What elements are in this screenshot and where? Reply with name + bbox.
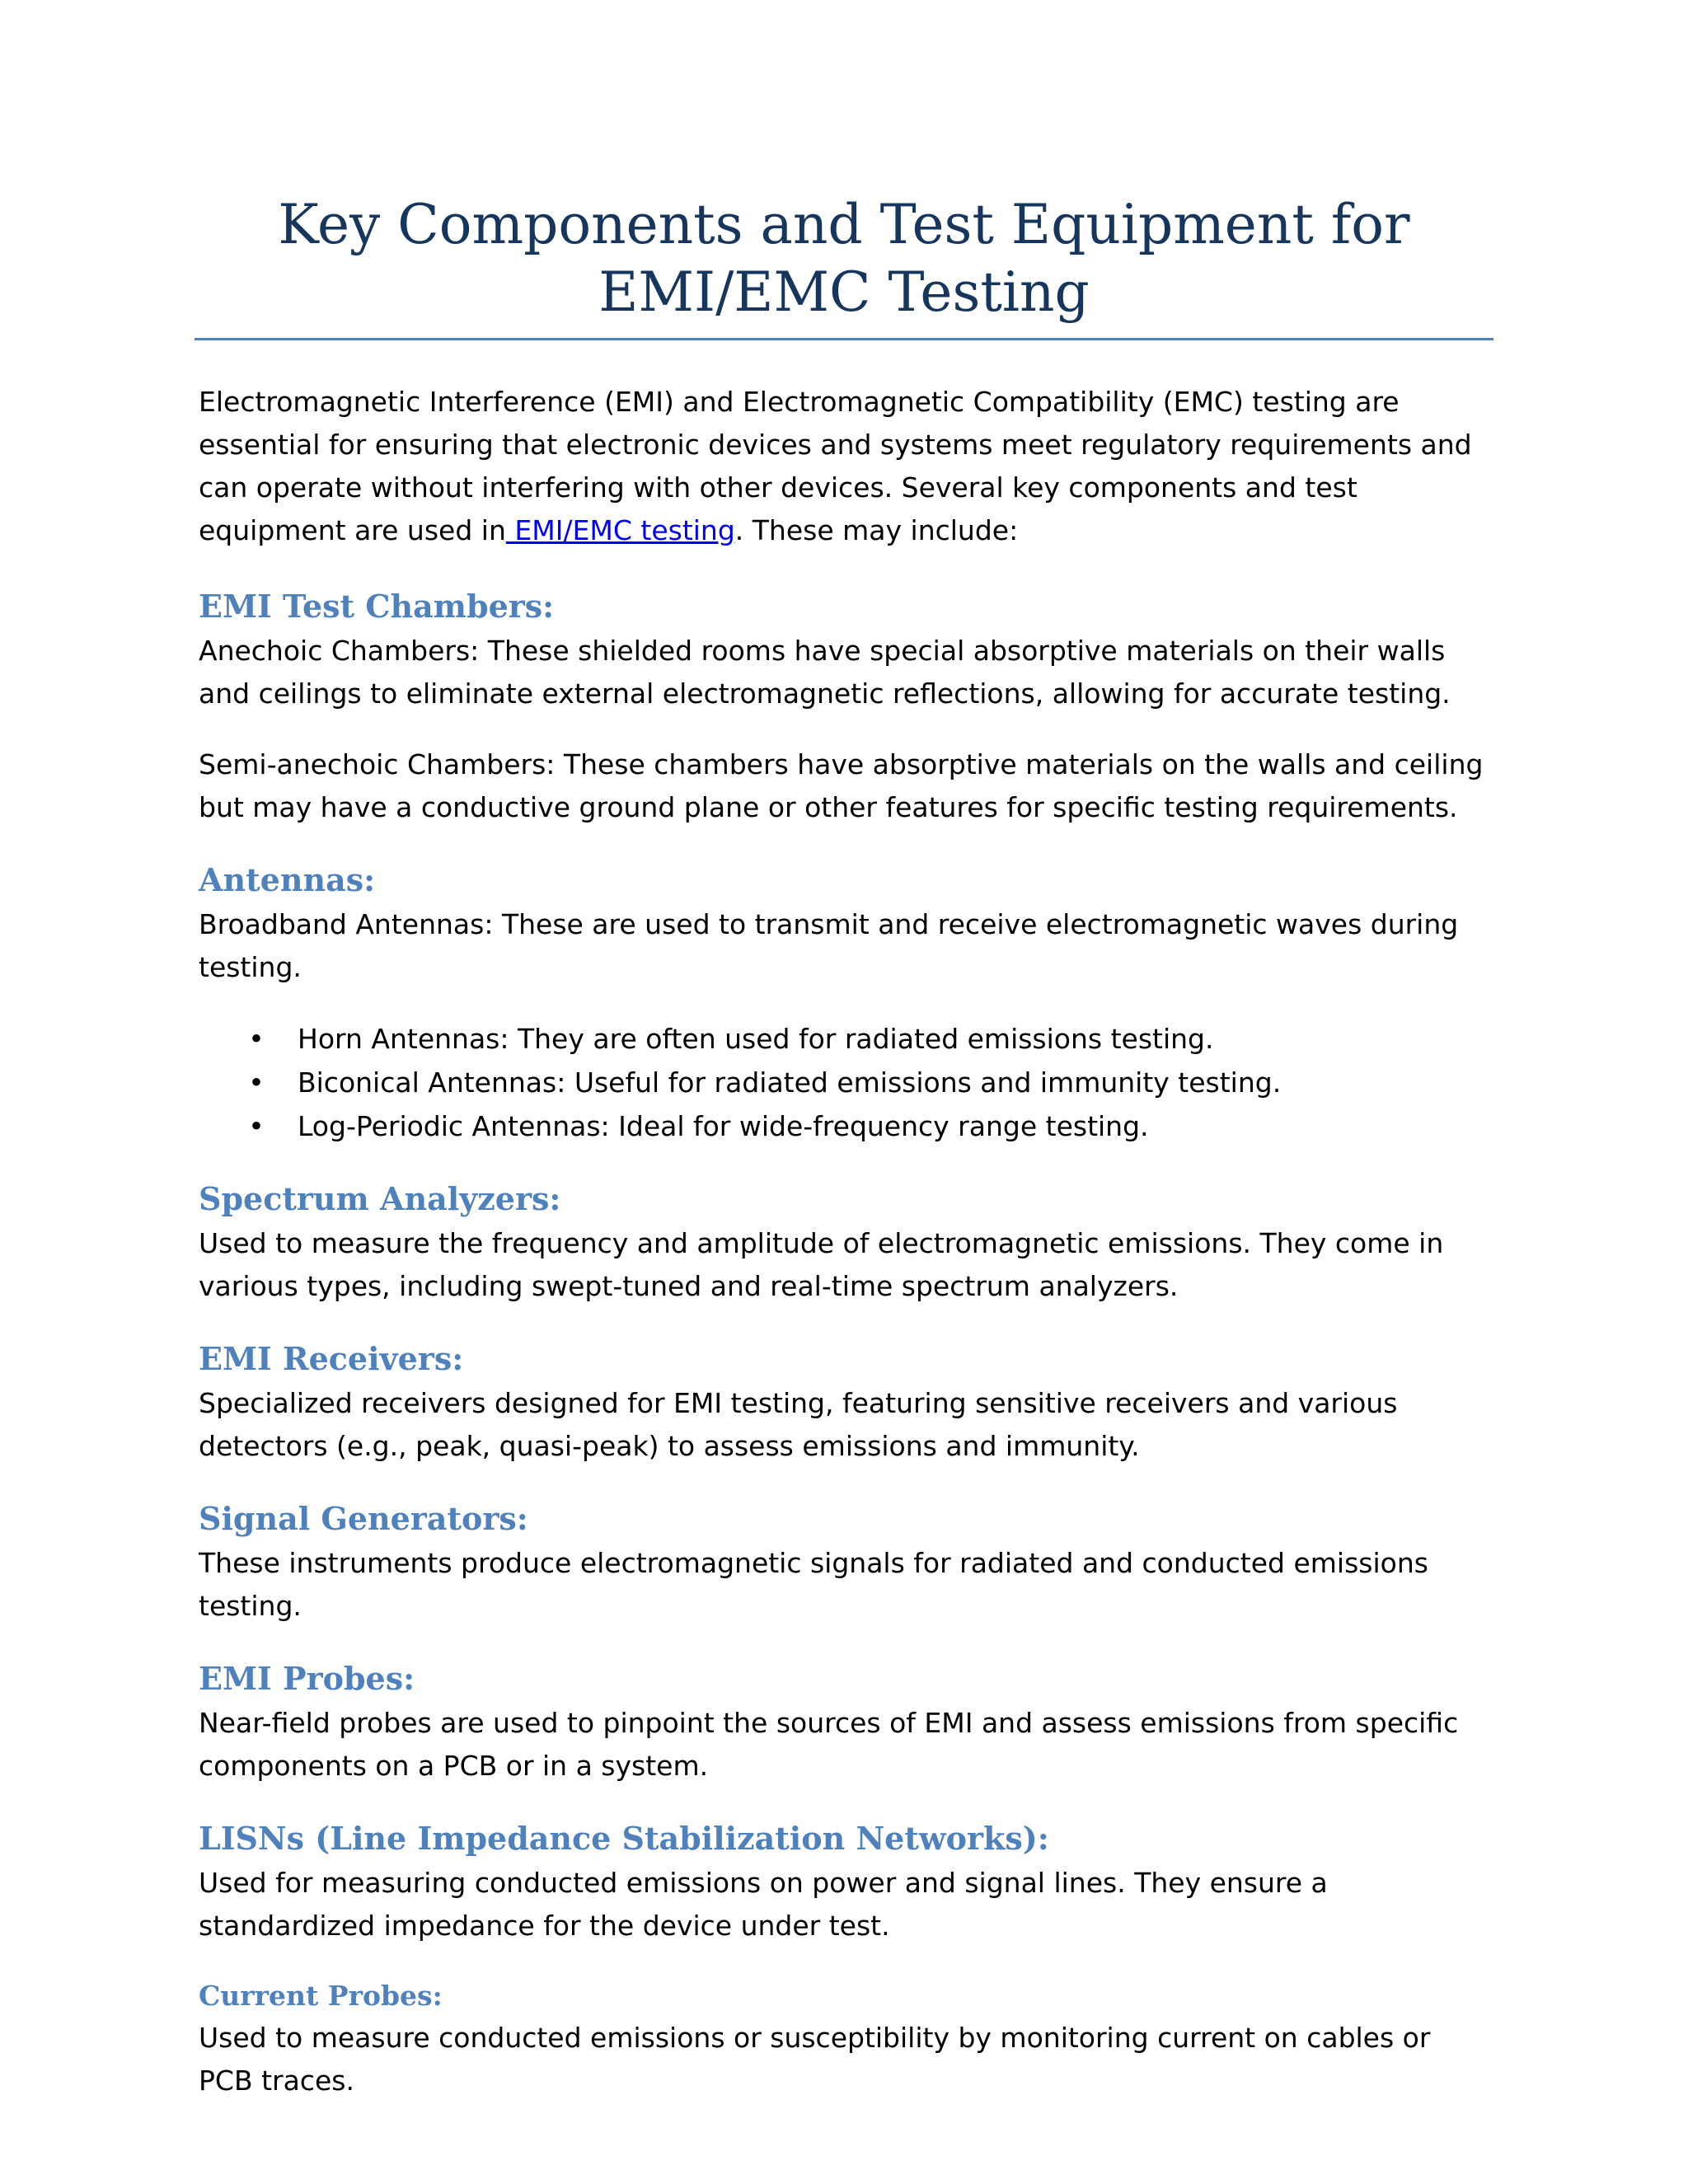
heading-antennas: Antennas: — [199, 861, 376, 898]
heading-emi-probes: EMI Probes: — [199, 1660, 415, 1697]
intro-text: Electromagnetic Interference (EMI) and Electromagnetic Compatibility (EMC) testing are essential for ensuring that electronic devices and systems meet regulatory requirements and can operate without interfering with other devices. Several key components and test equipment are used in — [199, 386, 1472, 546]
list-item — [199, 1061, 1489, 1104]
paragraph-emi-receivers: Specialized receivers designed for EMI testing, featuring sensitive receivers and various detectors (e.g., peak, quasi-peak) to assess emissions and immunity. — [199, 1387, 1398, 1462]
heading-spectrum-analyzers: Spectrum Analyzers: — [199, 1180, 561, 1217]
intro-paragraph — [199, 381, 1489, 552]
paragraph-spectrum-analyzers: Used to measure the frequency and amplitude of electromagnetic emissions. They come in various types, including swept-tuned and real-time spectrum analyzers. — [199, 1227, 1444, 1302]
heading-emi-receivers: EMI Receivers: — [199, 1340, 464, 1377]
list-item-text: Horn Antennas: They are often used for radiated emissions testing. — [298, 1023, 1214, 1055]
list-item — [199, 1017, 1489, 1061]
paragraph-current-probes: Used to measure conducted emissions or susceptibility by monitoring current on cables or PCB traces. — [199, 2022, 1431, 2097]
bullet-icon: • — [248, 1066, 265, 1099]
list-item-text: Biconical Antennas: Useful for radiated emissions and immunity testing. — [298, 1066, 1282, 1099]
document-title: Key Components and Test Equipment for EMI/EMC Testing — [278, 193, 1410, 324]
paragraph-emi-probes: Near-field probes are used to pinpoint the sources of EMI and assess emissions from specific components on a PCB or in a system. — [199, 1707, 1459, 1782]
heading-signal-generators: Signal Generators: — [199, 1500, 528, 1537]
heading-current-probes: Current Probes: — [199, 1980, 443, 2012]
paragraph-anechoic-chambers: Anechoic Chambers: These shielded rooms have special absorptive materials on their walls and ceilings to eliminate external electromagnetic reflections, allowing for accurate testing. — [199, 635, 1451, 710]
title-divider — [195, 338, 1493, 340]
intro-text-end: . These may include: — [734, 514, 1019, 546]
paragraph-broadband-antennas: Broadband Antennas: These are used to transmit and receive electromagnetic waves during testing. — [199, 908, 1459, 983]
emi-emc-testing-link[interactable]: EMI/EMC testing — [505, 514, 735, 546]
list-item-text: Log-Periodic Antennas: Ideal for wide-frequency range testing. — [298, 1110, 1149, 1142]
heading-lisns: LISNs (Line Impedance Stabilization Networks): — [199, 1820, 1049, 1857]
antenna-bullet-list — [199, 1017, 1489, 1148]
heading-emi-test-chambers: EMI Test Chambers: — [199, 588, 555, 625]
bullet-icon: • — [248, 1023, 265, 1055]
list-item — [199, 1104, 1489, 1148]
paragraph-semi-anechoic-chambers: Semi-anechoic Chambers: These chambers have absorptive materials on the walls and ceiling but may have a conductive ground plane or other features for specific testing requirements. — [199, 748, 1484, 823]
bullet-icon: • — [248, 1110, 265, 1142]
document-body — [199, 381, 1489, 2102]
paragraph-lisns: Used for measuring conducted emissions on power and signal lines. They ensure a standardized impedance for the device under test. — [199, 1867, 1328, 1942]
paragraph-signal-generators: These instruments produce electromagnetic signals for radiated and conducted emissions testing. — [199, 1547, 1428, 1622]
